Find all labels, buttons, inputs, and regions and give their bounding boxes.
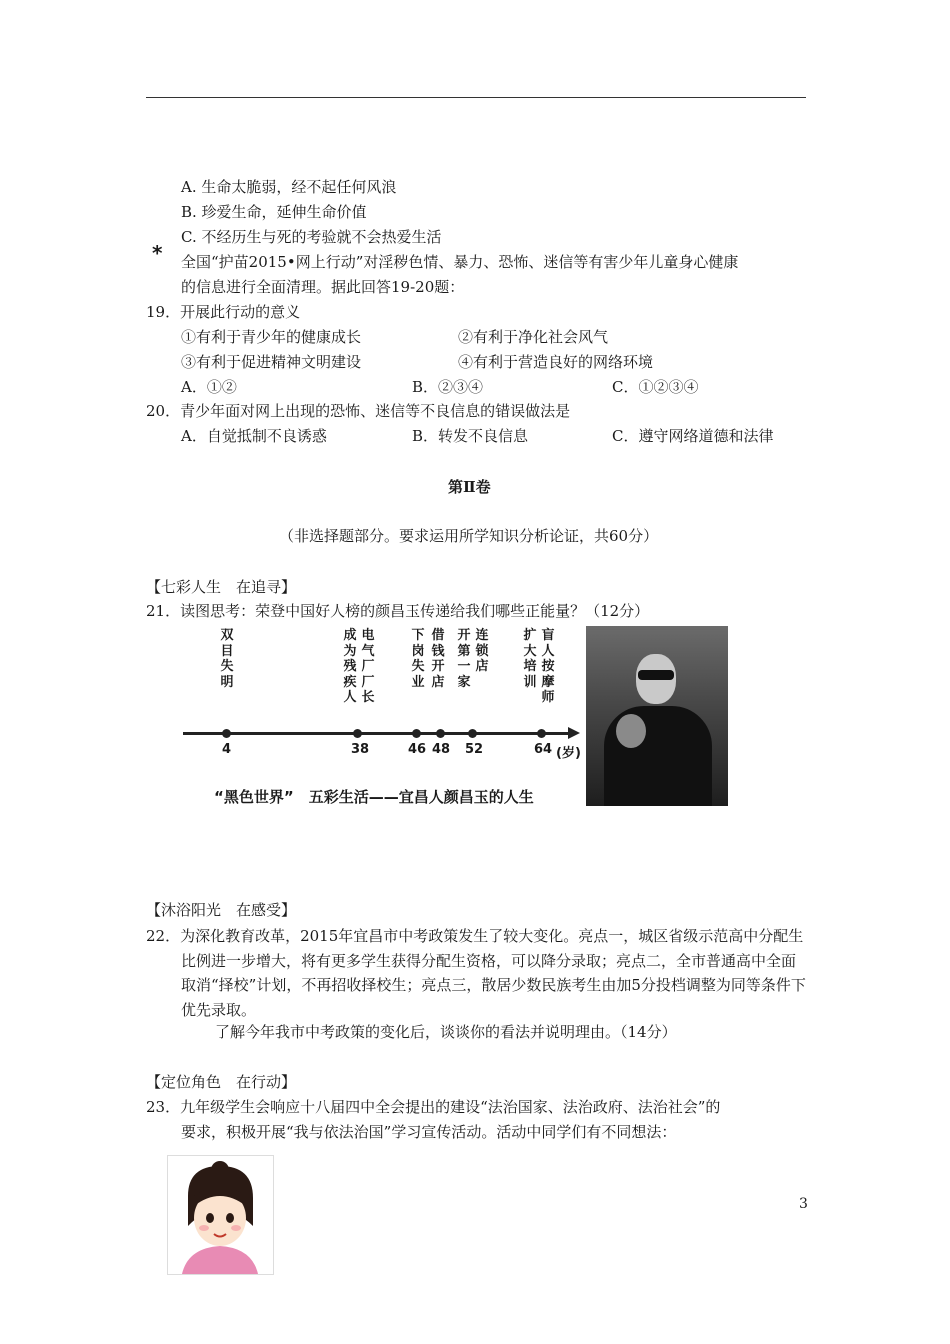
part2-note: （非选择题部分。要求运用所学知识分析论证，共60分） xyxy=(279,527,659,545)
intro-line-2: 的信息进行全面清理。据此回答19-20题： xyxy=(181,278,465,296)
q18-option-c: C. 不经历生与死的考验就不会热爱生活 xyxy=(181,228,442,246)
timeline-event-38-a: 成为残疾人 xyxy=(343,628,357,705)
q19-option-c: C．①②③④ xyxy=(612,378,699,396)
timeline-dot xyxy=(436,729,445,738)
timeline-event-38-b: 电气厂厂长 xyxy=(361,628,375,705)
timeline-age: 48 xyxy=(432,742,451,757)
timeline-event-52-b: 连锁店 xyxy=(475,628,489,674)
part2-title: 第Ⅱ卷 xyxy=(448,478,491,496)
timeline-event-46-a: 下岗失业 xyxy=(411,628,425,690)
section-heading-1: 【七彩人生 在追寻】 xyxy=(146,578,297,596)
page-number: 3 xyxy=(799,1196,808,1212)
timeline-dot xyxy=(353,729,362,738)
timeline-unit: (岁) xyxy=(556,746,581,761)
q20-option-a: A．自觉抵制不良诱惑 xyxy=(181,427,327,445)
q19-option-a: A．①② xyxy=(181,378,237,396)
timeline-age: 52 xyxy=(465,742,484,757)
timeline-age: 4 xyxy=(222,742,232,757)
timeline-age: 38 xyxy=(351,742,370,757)
q20-stem: 20．青少年面对网上出现的恐怖、迷信等不良信息的错误做法是 xyxy=(146,402,571,420)
q23-line-2: 要求，积极开展“我与依法治国”学习宣传活动。活动中同学们有不同想法： xyxy=(181,1123,677,1141)
timeline-event-4-a: 双目失明 xyxy=(220,628,234,690)
timeline-dot xyxy=(412,729,421,738)
q20-option-c: C．遵守网络道德和法律 xyxy=(612,427,774,445)
q23-line-1: 23．九年级学生会响应十八届四中全会提出的建设“法治国家、法治政府、法治社会”的 xyxy=(146,1098,721,1116)
q22-text: 22．为深化教育改革，2015年宜昌市中考政策发生了较大变化。亮点一，城区省级示范高中分配生比例进一步增大，将有更多学生获得分配生资格，可以降分录取；亮点二，全市普通高中全面取消“择校”计划，不再招收择校生；亮点三，散居少数民族考生由加5分投档调整为同等条件下优先录取。 xyxy=(146,927,806,1019)
intro-line-1: 全国“护苗2015•网上行动”对淫秽色情、暴力、恐怖、迷信等有害少年儿童身心健康 xyxy=(181,253,739,271)
timeline-dot xyxy=(537,729,546,738)
q18-option-a: A. 生命太脆弱，经不起任何风浪 xyxy=(181,178,397,196)
section-heading-2: 【沐浴阳光 在感受】 xyxy=(146,901,297,919)
timeline-event-64-a: 扩大培训 xyxy=(523,628,537,690)
q20-option-b: B．转发不良信息 xyxy=(412,427,529,445)
timeline-event-64-b: 盲人按摩师 xyxy=(541,628,555,705)
q22-ask: 了解今年我市中考政策的变化后，谈谈你的看法并说明理由。（14分） xyxy=(215,1023,677,1041)
timeline-arrow-icon xyxy=(568,727,580,739)
q19-statement-4: ④有利于营造良好的网络环境 xyxy=(458,353,654,371)
q19-statement-1: ①有利于青少年的健康成长 xyxy=(181,328,362,346)
header-rule xyxy=(146,97,806,98)
timeline-dot xyxy=(222,729,231,738)
q21-stem: 21．读图思考：荣登中国好人榜的颜昌玉传递给我们哪些正能量？（12分） xyxy=(146,602,650,620)
q19-statement-2: ②有利于净化社会风气 xyxy=(458,328,609,346)
timeline-event-52-a: 开第一家 xyxy=(457,628,471,690)
star-icon: * xyxy=(152,241,163,265)
q18-option-b: B. 珍爱生命，延伸生命价值 xyxy=(181,203,367,221)
timeline-dot xyxy=(468,729,477,738)
timeline-age: 46 xyxy=(408,742,427,757)
q19-stem: 19．开展此行动的意义 xyxy=(146,303,301,321)
section-heading-3: 【定位角色 在行动】 xyxy=(146,1073,297,1091)
portrait-photo xyxy=(586,626,728,806)
timeline-event-48-a: 借钱开店 xyxy=(431,628,445,690)
timeline-axis xyxy=(183,732,571,735)
timeline-caption: “黑色世界” 五彩生活——宜昌人颜昌玉的人生 xyxy=(214,788,534,806)
cartoon-girl-illustration xyxy=(167,1155,274,1275)
timeline-age: 64 xyxy=(534,742,553,757)
q19-statement-3: ③有利于促进精神文明建设 xyxy=(181,353,362,371)
q19-option-b: B．②③④ xyxy=(412,378,484,396)
